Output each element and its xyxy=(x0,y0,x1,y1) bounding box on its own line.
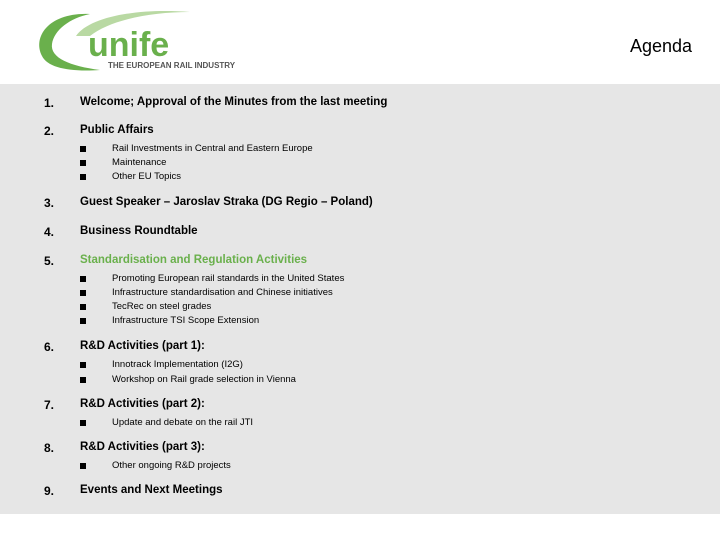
bullet-icon xyxy=(80,276,86,282)
unife-logo-graphic xyxy=(30,6,270,76)
bullet-icon xyxy=(80,318,86,324)
agenda-heading: R&D Activities (part 2): xyxy=(80,398,205,410)
agenda-heading: R&D Activities (part 3): xyxy=(80,441,205,453)
bullet-icon xyxy=(80,146,86,152)
svg-text:unife: unife xyxy=(88,26,170,64)
agenda-heading: Welcome; Approval of the Minutes from the last meeting xyxy=(80,96,388,108)
agenda-number: 9. xyxy=(44,484,55,498)
agenda-number: 8. xyxy=(44,441,55,455)
unife-logo xyxy=(30,6,270,76)
agenda-number: 4. xyxy=(44,225,55,239)
bullet-icon xyxy=(80,377,86,383)
bullet-icon xyxy=(80,362,86,368)
bullet-icon xyxy=(80,463,86,469)
page-title: Agenda xyxy=(629,36,692,56)
agenda-number: 3. xyxy=(44,196,55,210)
agenda-heading: Business Roundtable xyxy=(80,225,198,237)
agenda-heading: Standardisation and Regulation Activities xyxy=(80,254,308,266)
bullet-icon xyxy=(80,174,86,180)
bullet-icon xyxy=(80,160,86,166)
agenda-number: 6. xyxy=(44,340,55,354)
bullet-icon xyxy=(80,304,86,310)
agenda-heading: Guest Speaker – Jaroslav Straka (DG Regio – Poland) xyxy=(80,196,373,208)
svg-text:THE EUROPEAN RAIL INDUSTRY: THE EUROPEAN RAIL INDUSTRY xyxy=(108,61,236,70)
agenda-number: 2. xyxy=(44,124,55,138)
agenda-heading: R&D Activities (part 1): xyxy=(80,340,205,352)
bullet-icon xyxy=(80,420,86,426)
agenda-number: 7. xyxy=(44,398,55,412)
bullet-icon xyxy=(80,290,86,296)
agenda-heading: Events and Next Meetings xyxy=(80,484,223,496)
agenda-number: 1. xyxy=(44,96,55,110)
agenda-number: 5. xyxy=(44,254,55,268)
agenda-heading: Public Affairs xyxy=(80,124,154,136)
